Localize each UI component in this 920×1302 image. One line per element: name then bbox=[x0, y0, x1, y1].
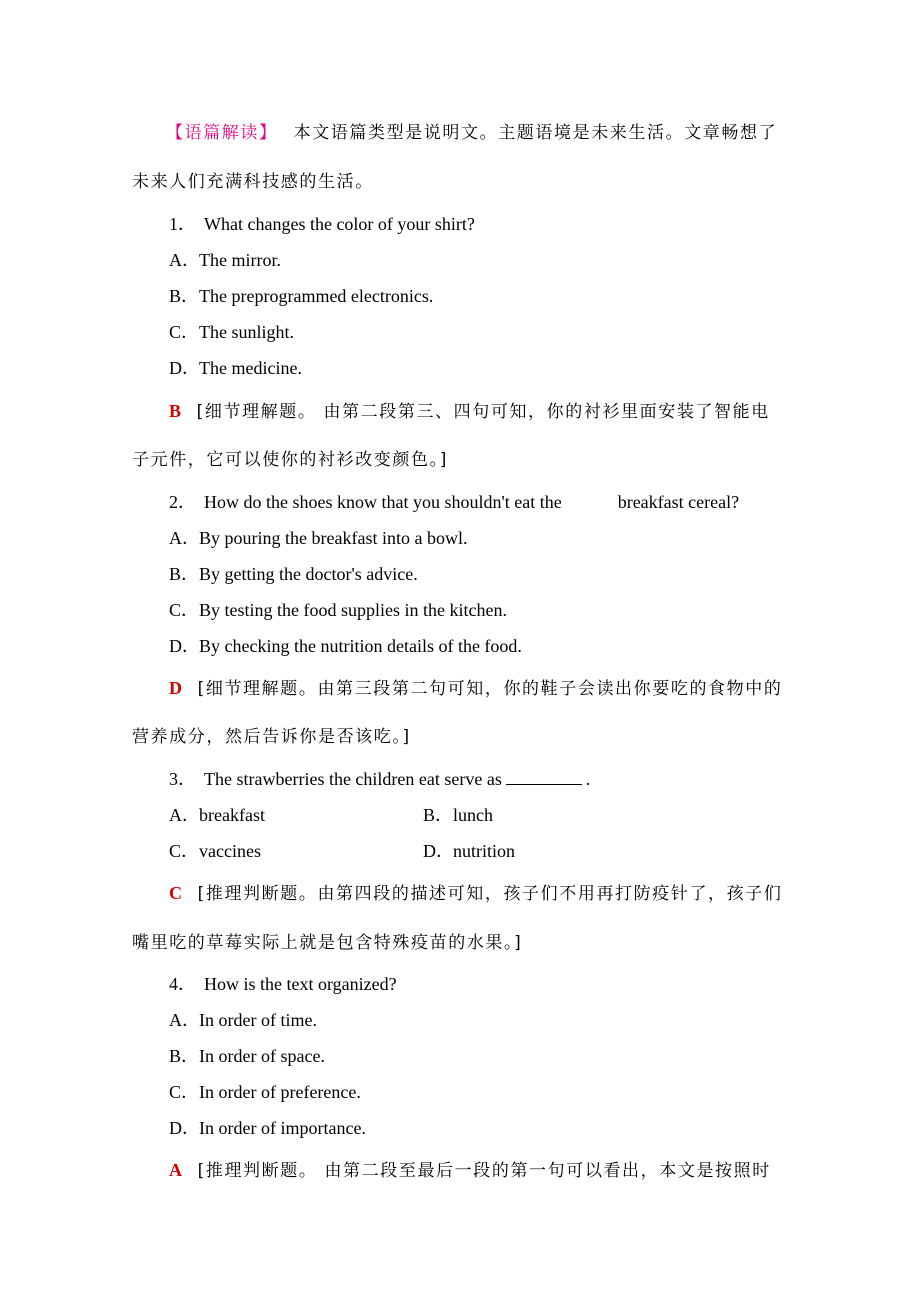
option-text: By pouring the breakfast into a bowl. bbox=[199, 528, 468, 548]
q1-explanation-line-1 bbox=[169, 397, 770, 422]
option-label: A． bbox=[169, 1010, 200, 1030]
option-label: B． bbox=[423, 805, 454, 825]
q1-option-a bbox=[169, 246, 281, 272]
intro-line-1 bbox=[166, 118, 777, 143]
q2-option-b bbox=[169, 560, 418, 586]
question-4-number: 4． bbox=[169, 974, 196, 994]
q3-option-c bbox=[169, 837, 261, 863]
option-text: nutrition bbox=[453, 841, 515, 861]
option-text: By checking the nutrition details of the food. bbox=[199, 636, 522, 656]
question-3-number: 3． bbox=[169, 769, 196, 789]
option-label: C． bbox=[169, 600, 200, 620]
question-2-stem bbox=[169, 488, 739, 514]
q3-answer: C bbox=[169, 883, 184, 903]
option-label: B． bbox=[169, 286, 200, 306]
answer-blank bbox=[506, 770, 582, 785]
option-text: breakfast bbox=[199, 805, 265, 825]
option-label: D． bbox=[169, 1118, 200, 1138]
question-4-stem bbox=[169, 970, 397, 996]
q1-explanation-text: [细节理解题。 由第二段第三、四句可知，你的衬衫里面安装了智能电 bbox=[196, 402, 770, 422]
option-label: D． bbox=[169, 636, 200, 656]
q3-explanation-line-2: 嘴里吃的草莓实际上就是包含特殊疫苗的水果。] bbox=[132, 933, 523, 953]
option-text: vaccines bbox=[199, 841, 261, 861]
q1-option-b bbox=[169, 282, 433, 308]
q2-explanation-line-2: 营养成分，然后告诉你是否该吃。] bbox=[132, 727, 411, 747]
q2-option-c bbox=[169, 596, 507, 622]
question-3-stem bbox=[169, 765, 590, 791]
q4-option-a bbox=[169, 1006, 317, 1032]
option-text: By testing the food supplies in the kitchen. bbox=[199, 600, 507, 620]
q3-option-b bbox=[423, 801, 493, 827]
q3-option-d bbox=[423, 837, 515, 863]
q2-answer: D bbox=[169, 678, 184, 698]
q1-option-d bbox=[169, 354, 302, 380]
question-1-number: 1． bbox=[169, 214, 196, 234]
q2-option-a bbox=[169, 524, 467, 550]
q4-option-c bbox=[169, 1078, 361, 1104]
option-text: By getting the doctor's advice. bbox=[199, 564, 418, 584]
q1-explanation-line-2: 子元件，它可以使你的衬衫改变颜色。] bbox=[132, 450, 448, 470]
option-text: The sunlight. bbox=[199, 322, 294, 342]
option-label: D． bbox=[423, 841, 454, 861]
question-2-text-1: How do the shoes know that you shouldn't eat the bbox=[204, 492, 562, 512]
option-text: In order of time. bbox=[199, 1010, 317, 1030]
question-1-stem bbox=[169, 210, 475, 236]
option-label: A． bbox=[169, 805, 200, 825]
option-text: lunch bbox=[453, 805, 493, 825]
option-label: D． bbox=[169, 358, 200, 378]
q3-option-a bbox=[169, 801, 265, 827]
question-2-text-2: breakfast cereal? bbox=[617, 492, 740, 512]
question-3-text: The strawberries the children eat serve as bbox=[204, 769, 502, 789]
option-text: In order of importance. bbox=[199, 1118, 366, 1138]
q4-explanation-line-1 bbox=[169, 1156, 771, 1181]
option-label: B． bbox=[169, 564, 200, 584]
q2-explanation-line-1 bbox=[169, 674, 782, 699]
question-2-number: 2． bbox=[169, 492, 196, 512]
option-label: C． bbox=[169, 841, 200, 861]
option-text: In order of preference. bbox=[199, 1082, 361, 1102]
intro-text-1: 本文语篇类型是说明文。主题语境是未来生活。文章畅想了 bbox=[293, 123, 778, 143]
q4-option-b bbox=[169, 1042, 325, 1068]
q4-option-d bbox=[169, 1114, 366, 1140]
option-label: B． bbox=[169, 1046, 200, 1066]
option-text: In order of space. bbox=[199, 1046, 325, 1066]
q2-option-d bbox=[169, 632, 522, 658]
question-3-end: . bbox=[585, 769, 591, 789]
section-tag: 【语篇解读】 bbox=[166, 123, 278, 143]
question-1-text: What changes the color of your shirt? bbox=[204, 214, 475, 234]
option-label: C． bbox=[169, 1082, 200, 1102]
option-text: The mirror. bbox=[199, 250, 281, 270]
question-4-text: How is the text organized? bbox=[204, 974, 397, 994]
option-label: A． bbox=[169, 528, 200, 548]
option-text: The preprogrammed electronics. bbox=[199, 286, 434, 306]
q4-answer: A bbox=[169, 1160, 184, 1180]
option-text: The medicine. bbox=[199, 358, 302, 378]
q2-explanation-text: [细节理解题。由第三段第二句可知，你的鞋子会读出你要吃的食物中的 bbox=[197, 679, 783, 699]
q1-answer: B bbox=[169, 401, 183, 421]
intro-line-2: 未来人们充满科技感的生活。 bbox=[132, 172, 374, 192]
option-label: A． bbox=[169, 250, 200, 270]
option-label: C． bbox=[169, 322, 200, 342]
q3-explanation-text: [推理判断题。由第四段的描述可知，孩子们不用再打防疫针了，孩子们 bbox=[197, 884, 783, 904]
q3-explanation-line-1 bbox=[169, 879, 782, 904]
q4-explanation-text: [推理判断题。 由第二段至最后一段的第一句可以看出，本文是按照时 bbox=[197, 1161, 771, 1181]
q1-option-c bbox=[169, 318, 294, 344]
